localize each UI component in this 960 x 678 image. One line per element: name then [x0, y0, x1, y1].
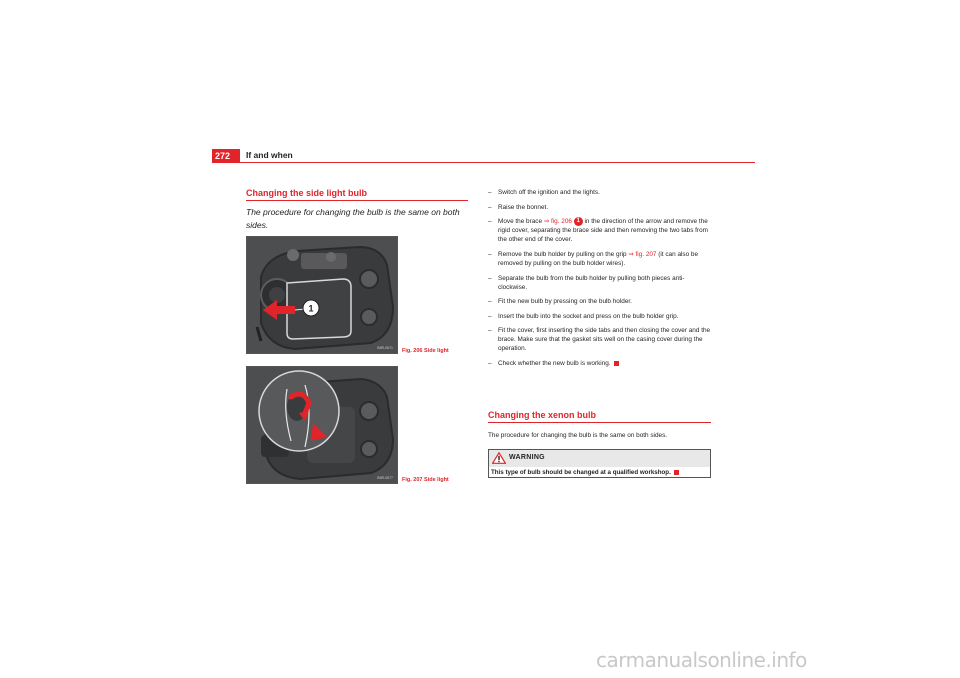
page-number: 272	[212, 149, 240, 163]
figure-reference-link[interactable]: ⇒ fig. 206	[543, 218, 572, 226]
procedure-steps	[488, 188, 713, 374]
figure-caption-206: Fig. 206 Side light	[402, 348, 449, 354]
section-title-xenon: Changing the xenon bulb	[488, 410, 596, 420]
list-item: – Remove the bulb holder by pulling on the grip ⇒ fig. 207 (it can also be removed by pulling on the bulb holder wires).	[488, 250, 699, 267]
section-rule-xenon	[488, 422, 711, 423]
warning-text: This type of bulb should be changed at a qualified workshop.	[491, 469, 679, 476]
list-item: – Separate the bulb from the bulb holder by pulling both pieces anti-clockwise.	[488, 274, 685, 291]
list-item: – Fit the cover, first inserting the side tabs and then closing the cover and the brace. Make sure that the gasket sits well on the casing cover during the operation.	[488, 327, 711, 353]
list-item: – Insert the bulb into the socket and press on the bulb holder grip.	[488, 312, 679, 320]
list-item: – Fit the new bulb by pressing on the bulb holder.	[488, 298, 632, 306]
figure-code: B5R-0577	[377, 476, 393, 480]
figure-caption-207: Fig. 207 Side light	[402, 477, 449, 483]
warning-label: WARNING	[509, 454, 545, 461]
callout-badge: 1	[574, 217, 583, 226]
list-item: – Move the brace ⇒ fig. 206 1 in the direction of the arrow and remove the rigid cover, separating the brace side and then removing the two tabs from the other end of the cover.	[488, 218, 708, 244]
warning-header	[489, 450, 710, 467]
list-item: – Switch off the ignition and the lights.	[488, 189, 600, 196]
watermark: carmanualsonline.info	[596, 648, 807, 672]
bulb-holder-illustration	[247, 367, 398, 484]
page-header-title: If and when	[246, 150, 293, 160]
section-rule-side-light	[246, 200, 468, 201]
section-title-side-light: Changing the side light bulb	[246, 188, 367, 198]
section-text-xenon: The procedure for changing the bulb is the same on both sides.	[488, 432, 668, 439]
section-end-icon	[674, 470, 679, 475]
figure-reference-link[interactable]: ⇒ fig. 207	[628, 250, 657, 258]
figure-207	[246, 366, 398, 484]
header-rule	[212, 162, 755, 163]
warning-triangle-icon	[492, 452, 506, 464]
list-item: – Raise the bonnet.	[488, 203, 549, 211]
section-intro-side-light: The procedure for changing the bulb is the same on both sides.	[246, 207, 460, 230]
section-end-icon	[614, 361, 619, 366]
figure-callout-1: 1	[308, 303, 314, 314]
list-item: – Check whether the new bulb is working.	[488, 359, 713, 368]
headlight-rear-illustration	[247, 237, 398, 354]
figure-206	[246, 236, 398, 354]
warning-box	[488, 449, 711, 478]
figure-code: B5R-0671	[377, 346, 393, 350]
